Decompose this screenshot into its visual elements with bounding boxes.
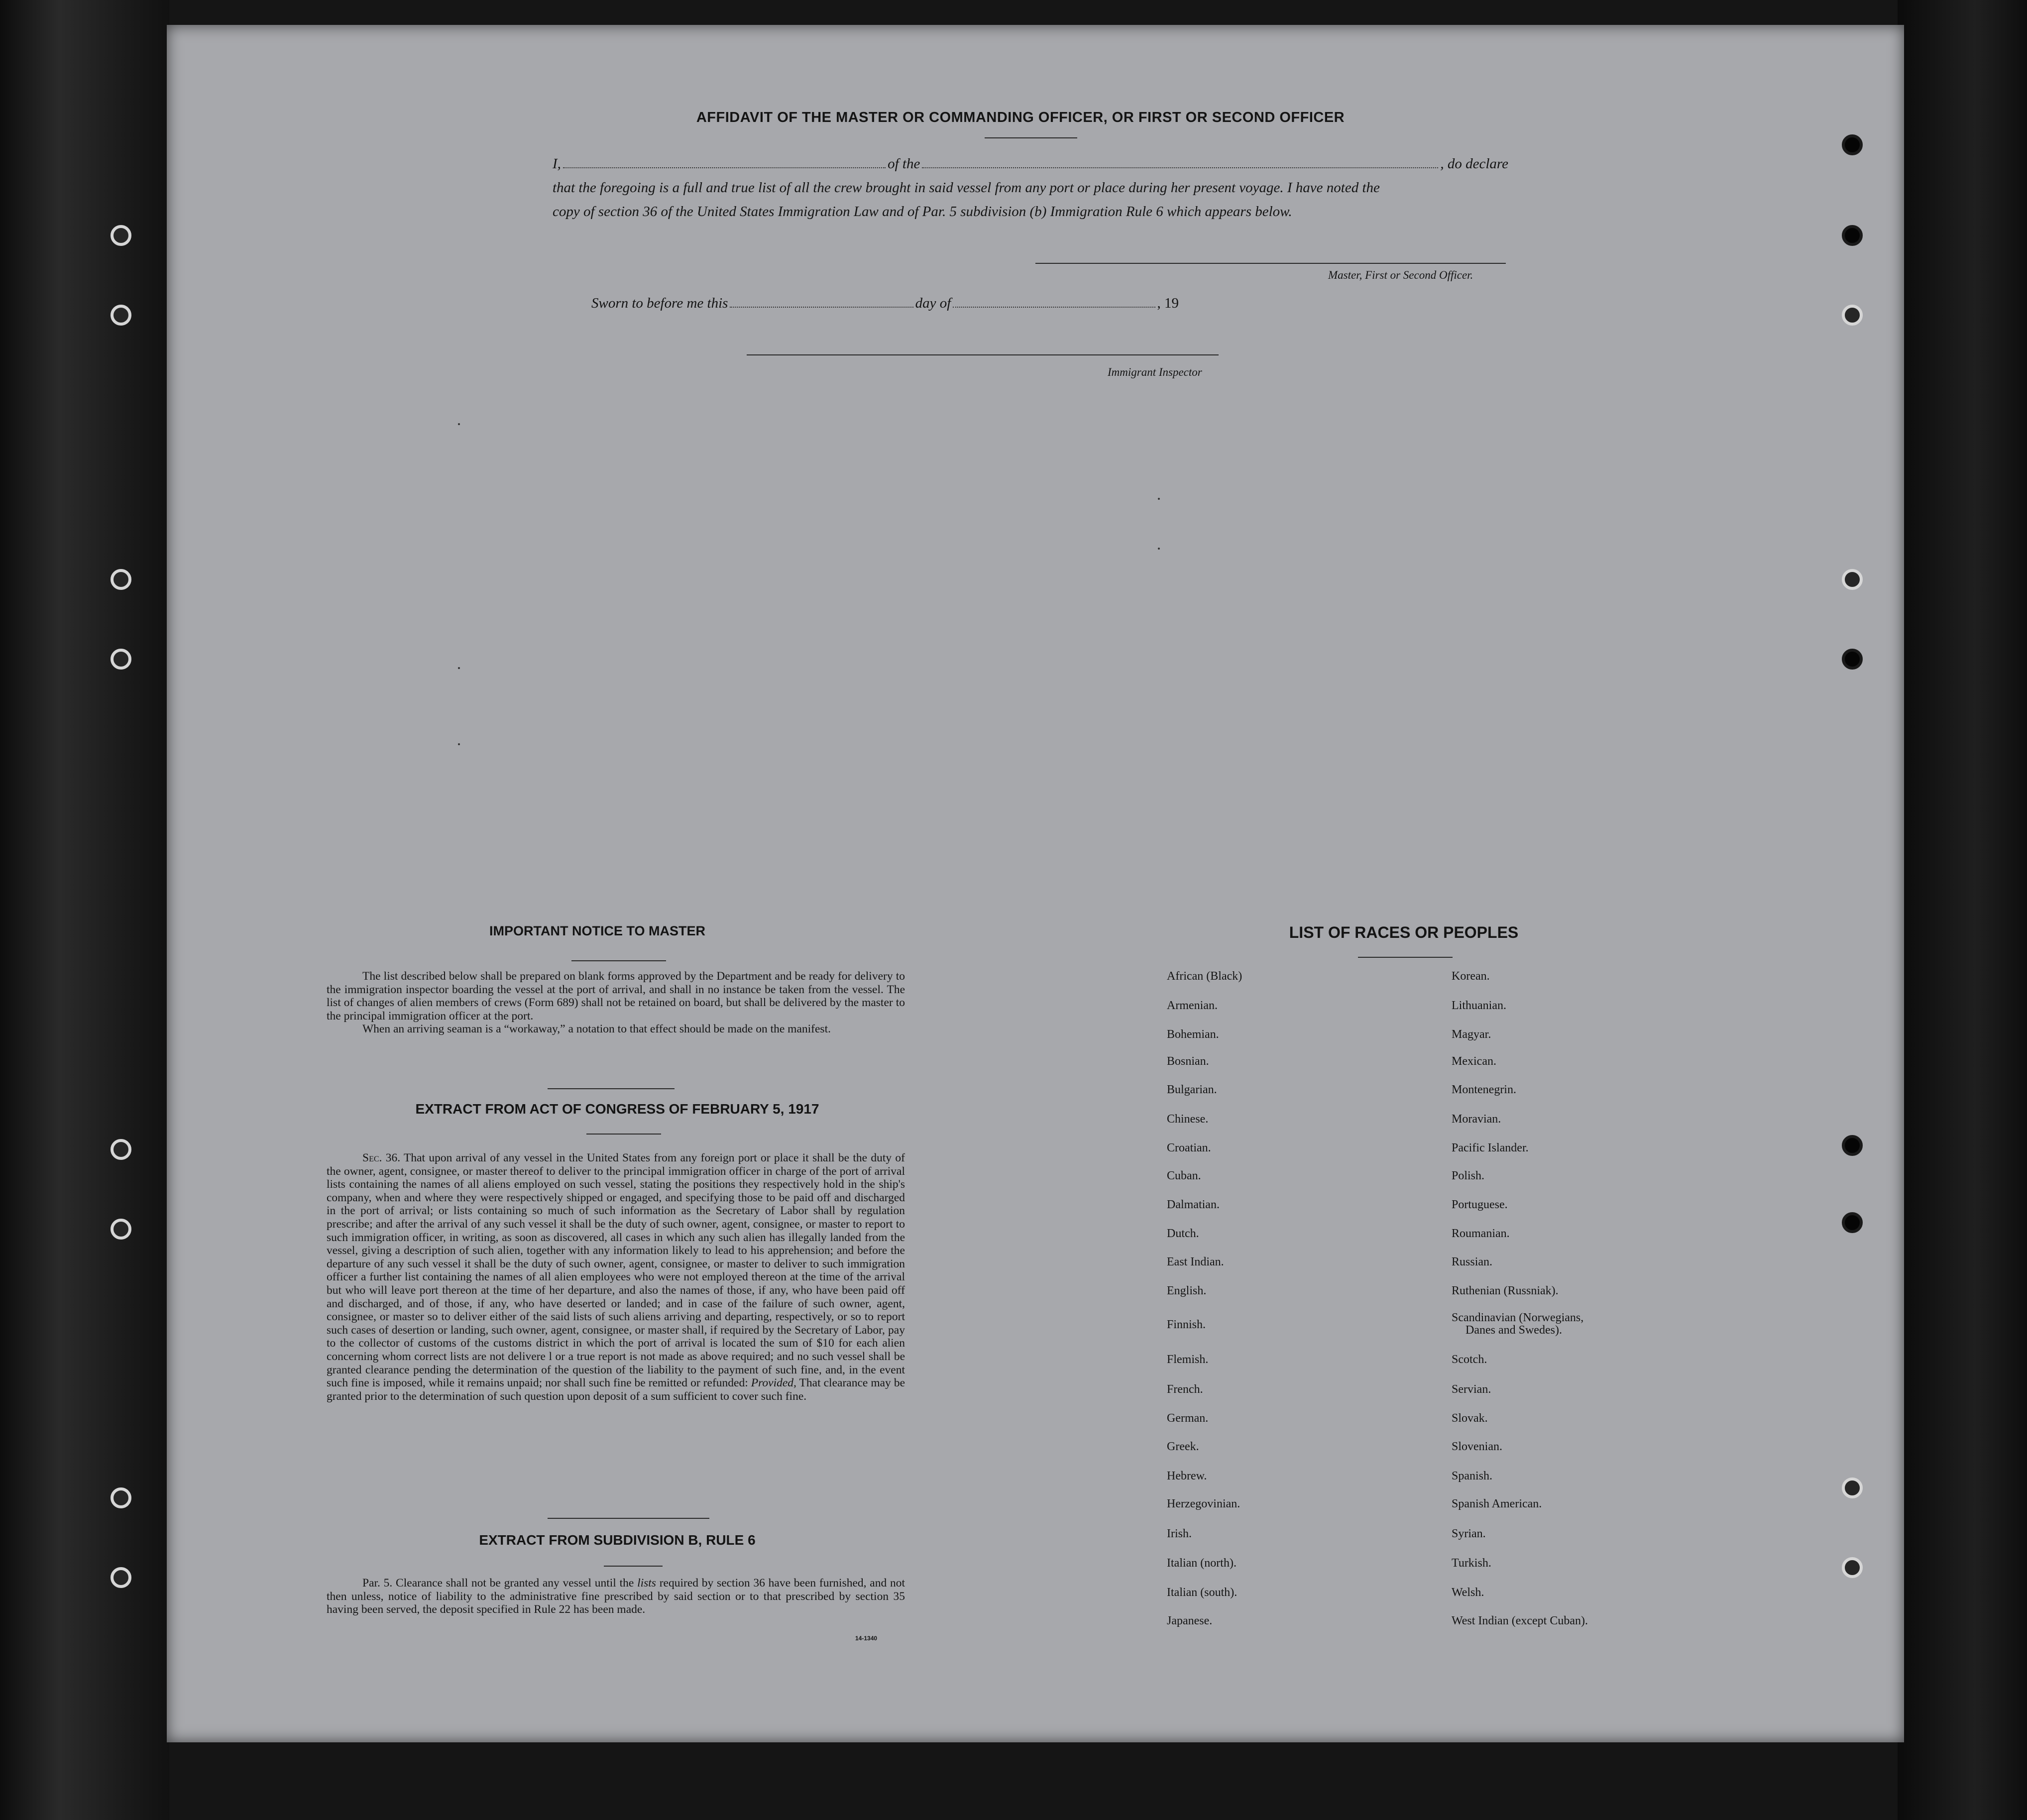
rule-extract-title: EXTRACT FROM SUBDIVISION B, RULE 6: [479, 1532, 756, 1548]
punch-hole-icon: [1842, 1135, 1863, 1156]
race-item: African (Black): [1167, 970, 1242, 983]
race-item: German.: [1167, 1412, 1209, 1425]
inspector-label: Immigrant Inspector: [1108, 366, 1202, 378]
divider-rule: [548, 1088, 675, 1089]
races-rule: [1358, 957, 1453, 958]
sworn-prefix: Sworn to before me this: [591, 295, 728, 311]
affidavit-of-the: of the: [888, 156, 920, 172]
divider-rule: [548, 1518, 709, 1519]
race-item: Moravian.: [1452, 1113, 1501, 1126]
race-item: Russian.: [1452, 1255, 1493, 1268]
proviso-text: That clearance may be granted prior to the determination of such question upon deposit of a sum sufficient to cover such fine.: [327, 1376, 905, 1403]
race-item: Herzegovinian.: [1167, 1497, 1240, 1510]
race-item: Polish.: [1452, 1169, 1485, 1182]
punch-hole-icon: [1842, 1557, 1863, 1578]
race-item: Slovak.: [1452, 1412, 1488, 1425]
race-item: Welsh.: [1452, 1586, 1484, 1599]
race-item: Japanese.: [1167, 1614, 1213, 1627]
name-blank[interactable]: [563, 155, 886, 168]
paper-speck: [1158, 548, 1160, 550]
affidavit-line-1: [553, 152, 1508, 176]
paper-speck: [458, 423, 460, 425]
race-item: Scandinavian (Norwegians,: [1452, 1311, 1584, 1324]
race-item: Servian.: [1452, 1383, 1491, 1396]
races-title: LIST OF RACES OR PEOPLES: [1289, 923, 1519, 941]
race-item: Portuguese.: [1452, 1198, 1508, 1211]
punch-hole-icon: [111, 1219, 131, 1240]
race-item: Spanish American.: [1452, 1497, 1542, 1510]
sworn-month-blank[interactable]: [953, 295, 1155, 308]
sworn-date-blank[interactable]: [730, 295, 913, 308]
form-number: 14-1340: [855, 1635, 878, 1642]
affidavit-line-3: copy of section 36 of the United States Immigration Law and of Par. 5 subdivision (b) Immigration Rule 6 which appears below.: [553, 204, 1292, 220]
punch-hole-icon: [1842, 1478, 1863, 1498]
race-item: Finnish.: [1167, 1318, 1206, 1331]
race-item: Hebrew.: [1167, 1470, 1207, 1482]
race-item: Spanish.: [1452, 1470, 1493, 1482]
race-item: Cuban.: [1167, 1169, 1201, 1182]
race-item: Danes and Swedes).: [1465, 1324, 1562, 1337]
punch-hole-icon: [1842, 225, 1863, 246]
race-item: Chinese.: [1167, 1113, 1209, 1126]
punch-hole-icon: [1842, 134, 1863, 155]
affidavit-body: [553, 152, 1508, 224]
race-item: Syrian.: [1452, 1527, 1486, 1540]
inspector-signature-line[interactable]: [747, 354, 1219, 355]
rule-text-after: required by section 36 have been furnished, and not then unless, notice of liability to the administrative fine prescribed by said section or to that prescribed by section 35 having been served, the deposit specified in Rule 22 has been made.: [327, 1577, 905, 1616]
rule-extract-rule: [604, 1566, 663, 1567]
notice-para-2: When an arriving seaman is a “workaway,” a notation to that effect should be made on the manifest.: [362, 1023, 831, 1036]
section-36-text: That upon arrival of any vessel in the United States from any foreign port or place it shall be the duty of the owner, agent, consignee, or master thereof to deliver to the principal immigration officer in charge of the port of arrival lists containing the names of all aliens employed on such vessel, stating the positions they respectively hold in the ship's company, when and where they were respectively shipped or engaged, and specifying those to be paid off and discharged in the port of arrival; or lists containing so much of such information as the Secretary of Labor shall by regulation prescribe; and after the arrival of any such vessel it shall be the duty of such owner, agent, consignee, or master to report to such immigration officer, in writing, as soon as discovered, all cases in which any such alien has illegally landed from the vessel, giving a description of such alien, together with any information likely to lead to his apprehension; and before the departure of any such vessel it shall be the duty of such owner, agent, consignee, or master to deliver to such immigration officer a further list containing the names of all alien employees who were not employed thereon at the time of the arrival but who will leave port thereon at the time of her departure, and also the names of those, if any, who have been paid off and discharged, and of those, if any, who have deserted or landed; and in case of the failure of such owner, agent, consignee, or master so to deliver either of the said lists of such aliens arriving and departing, respectively, or so to report such cases of desertion or landing, such owner, agent, consignee, or master shall, if required by the Secretary of Labor, pay to the collector of customs of the customs district in which the port of arrival is located the sum of $10 for each alien concerning whom correct lists are not delivere l or a true report is not made as above required; and no such vessel shall be granted clearance pending the determination of the question of the liability to the payment of such fine, and, in the event such fine is imposed, while it remains unpaid; nor shall such fine be remitted or refunded:: [327, 1151, 905, 1390]
race-item: Lithuanian.: [1452, 999, 1506, 1012]
race-item: Turkish.: [1452, 1557, 1491, 1570]
punch-hole-icon: [111, 1139, 131, 1160]
punch-hole-icon: [1842, 305, 1863, 326]
binder-strip: [0, 0, 169, 1820]
vessel-blank[interactable]: [922, 155, 1438, 168]
rule-text-before: Par. 5. Clearance shall not be granted any vessel until the: [362, 1577, 634, 1590]
race-item: French.: [1167, 1383, 1203, 1396]
section-label: Sec. 36.: [362, 1151, 401, 1164]
punch-hole-icon: [1842, 649, 1863, 670]
rule-extract-text: [327, 1577, 905, 1616]
race-item: Korean.: [1452, 970, 1490, 983]
race-item: West Indian (except Cuban).: [1452, 1614, 1588, 1627]
race-item: Dutch.: [1167, 1227, 1199, 1240]
race-item: Greek.: [1167, 1440, 1199, 1453]
proviso-label: Provided,: [751, 1376, 796, 1390]
race-item: Italian (north).: [1167, 1557, 1237, 1570]
race-item: Dalmatian.: [1167, 1198, 1220, 1211]
race-item: Roumanian.: [1452, 1227, 1510, 1240]
paper-speck: [1158, 498, 1160, 500]
race-item: Magyar.: [1452, 1028, 1491, 1041]
notice-para-1: The list described below shall be prepared on blank forms approved by the Department and be ready for delivery to the immigration inspector boarding the vessel at the port of arrival, and shall in no instance be taken from the vessel. The list of changes of alien members of crews (Form 689) shall not be retained on board, but shall be delivered by the master to the principal immigration officer at the port.: [327, 970, 905, 1023]
affidavit-declare: , do declare: [1440, 156, 1508, 172]
sworn-year: , 19: [1157, 295, 1179, 311]
act-extract-rule: [586, 1134, 661, 1135]
race-item: Mexican.: [1452, 1055, 1496, 1068]
race-item: Italian (south).: [1167, 1586, 1238, 1599]
race-item: Bohemian.: [1167, 1028, 1219, 1041]
document-page: [167, 25, 1904, 1742]
race-item: Bosnian.: [1167, 1055, 1209, 1068]
punch-hole-icon: [1842, 1212, 1863, 1233]
race-item: Pacific Islander.: [1452, 1141, 1529, 1154]
race-item: Montenegrin.: [1452, 1083, 1516, 1096]
sworn-day-of: day of: [915, 295, 951, 311]
race-item: Armenian.: [1167, 999, 1218, 1012]
paper-speck: [458, 667, 460, 669]
punch-hole-icon: [111, 569, 131, 590]
punch-hole-icon: [111, 649, 131, 670]
notice-text: [327, 970, 905, 1036]
race-item: Irish.: [1167, 1527, 1192, 1540]
race-item: East Indian.: [1167, 1255, 1224, 1268]
act-extract-title: EXTRACT FROM ACT OF CONGRESS OF FEBRUARY 5, 1917: [415, 1101, 819, 1117]
affidavit-line-2: that the foregoing is a full and true list of all the crew brought in said vessel from any port or place during her present voyage. I have noted the: [553, 180, 1380, 196]
race-item: Scotch.: [1452, 1353, 1487, 1366]
act-extract-text: [327, 1151, 905, 1403]
affidavit-title: AFFIDAVIT OF THE MASTER OR COMMANDING OFFICER, OR FIRST OR SECOND OFFICER: [696, 110, 1345, 125]
race-item: Bulgarian.: [1167, 1083, 1217, 1096]
race-item: Ruthenian (Russniak).: [1452, 1284, 1559, 1297]
paper-speck: [458, 743, 460, 745]
punch-hole-icon: [1842, 569, 1863, 590]
title-rule: [985, 137, 1077, 138]
master-signature-label: Master, First or Second Officer.: [1328, 269, 1473, 281]
notice-rule: [571, 960, 666, 961]
punch-hole-icon: [111, 225, 131, 246]
notice-title: IMPORTANT NOTICE TO MASTER: [489, 923, 705, 938]
sworn-line: [591, 295, 1179, 312]
scan-border-right: [1898, 0, 2027, 1820]
race-item: Croatian.: [1167, 1141, 1211, 1154]
race-item: English.: [1167, 1284, 1207, 1297]
punch-hole-icon: [111, 1567, 131, 1588]
master-signature-line[interactable]: [1035, 263, 1506, 264]
punch-hole-icon: [111, 305, 131, 326]
race-item: Flemish.: [1167, 1353, 1209, 1366]
rule-text-italic: lists: [637, 1577, 656, 1590]
punch-hole-icon: [111, 1487, 131, 1508]
affidavit-i: I,: [553, 156, 561, 172]
race-item: Slovenian.: [1452, 1440, 1502, 1453]
